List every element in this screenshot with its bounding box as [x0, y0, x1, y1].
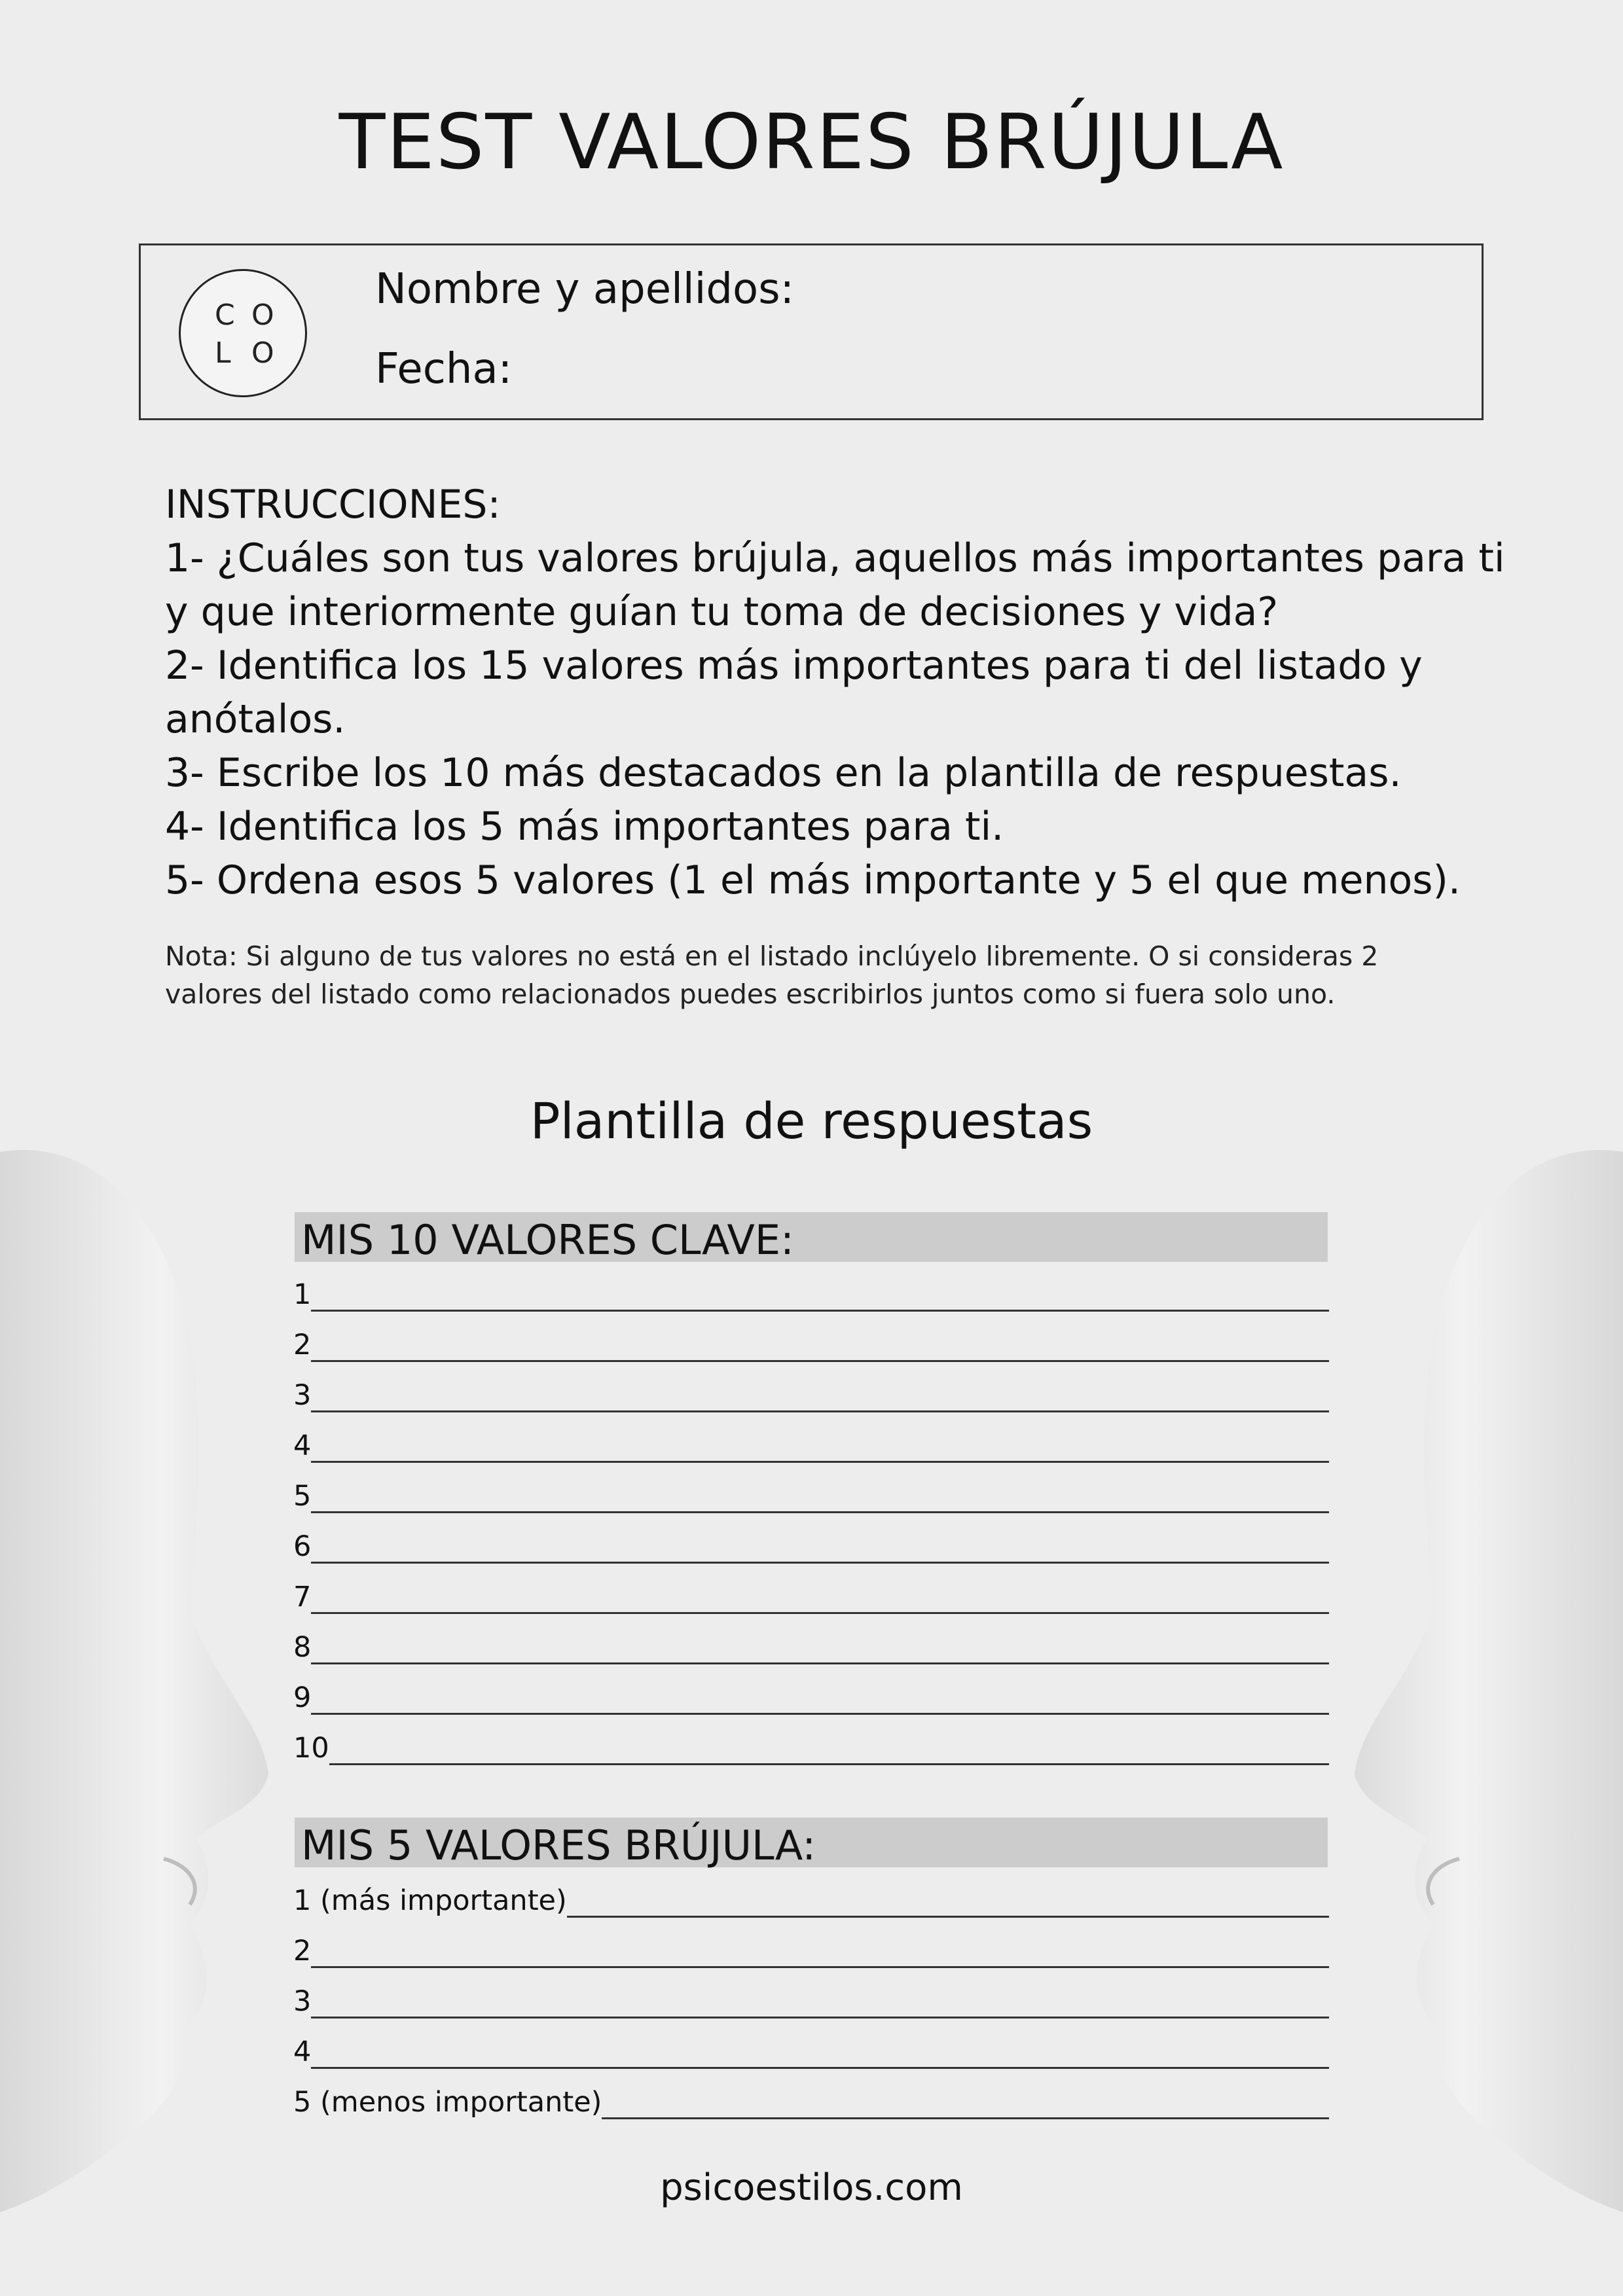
line-number: 1 — [293, 1278, 312, 1311]
top-five-heading-bar — [295, 1818, 1328, 1867]
line-number: 10 — [293, 1732, 329, 1765]
answer-line[interactable] — [293, 1424, 1329, 1463]
top-ten-heading-bar — [295, 1212, 1328, 1262]
logo-letter: L — [215, 336, 231, 370]
line-rule — [311, 1966, 1329, 1968]
page-title: TEST VALORES BRÚJULA — [338, 98, 1285, 187]
line-rule — [311, 1662, 1329, 1664]
line-number: 2 — [293, 1935, 312, 1967]
logo-letter: C — [215, 298, 235, 332]
line-number: 5 — [293, 1480, 312, 1513]
name-field-label: Nombre y apellidos: — [375, 265, 795, 314]
line-rule — [311, 2067, 1329, 2069]
student-info-box — [139, 243, 1484, 420]
line-rule — [602, 2117, 1329, 2119]
instruction-step: 1- ¿Cuáles son tus valores brújula, aquellos más importantes para ti y que interiormente guían tu toma de decisiones y vida? — [165, 535, 1505, 635]
line-rule — [311, 1562, 1329, 1564]
line-number: 4 — [293, 2036, 312, 2068]
left-face-image — [0, 1113, 275, 2225]
line-rule — [311, 1612, 1329, 1614]
top-ten-heading: MIS 10 VALORES CLAVE: — [301, 1216, 794, 1264]
line-rule — [311, 1360, 1329, 1362]
line-rule — [311, 1713, 1329, 1715]
answer-line[interactable] — [293, 1726, 1329, 1765]
line-number: 4 — [293, 1429, 312, 1462]
answer-line[interactable] — [293, 1929, 1329, 1968]
answer-sheet-title: Plantilla de respuestas — [530, 1092, 1093, 1150]
line-rule — [311, 1310, 1329, 1312]
answer-line[interactable] — [293, 1979, 1329, 2018]
instructions-block — [165, 478, 1514, 907]
top-five-heading: MIS 5 VALORES BRÚJULA: — [301, 1821, 816, 1869]
line-number: 9 — [293, 1681, 312, 1714]
line-rule — [311, 1461, 1329, 1463]
answer-line[interactable] — [293, 1625, 1329, 1664]
answer-line[interactable] — [293, 1575, 1329, 1614]
instruction-step: 2- Identifica los 15 valores más importantes para ti del listado y anótalos. — [165, 643, 1423, 742]
line-number: 7 — [293, 1581, 312, 1613]
answer-line[interactable] — [293, 1474, 1329, 1513]
answer-line[interactable] — [293, 2080, 1329, 2119]
line-rule — [329, 1763, 1329, 1765]
answer-line[interactable] — [293, 1676, 1329, 1715]
logo-letter: O — [251, 298, 274, 332]
line-rule — [567, 1916, 1329, 1918]
answer-line[interactable] — [293, 1524, 1329, 1564]
line-number: 6 — [293, 1530, 312, 1563]
line-rule — [311, 1511, 1329, 1513]
line-number: 3 — [293, 1985, 312, 2018]
date-field-label: Fecha: — [375, 345, 513, 393]
instruction-step: 3- Escribe los 10 más destacados en la plantilla de respuestas. — [165, 750, 1402, 796]
note-text: Nota: Si alguno de tus valores no está en el listado inclúyelo libremente. O si consideras 2 valores del listado como relacionados puedes escribirlos juntos como si fuera solo uno. — [165, 941, 1379, 1010]
line-rule — [311, 2017, 1329, 2018]
instructions-heading: INSTRUCCIONES: — [165, 482, 501, 528]
answer-line[interactable] — [293, 1272, 1329, 1312]
answer-line[interactable] — [293, 1323, 1329, 1362]
line-number: 3 — [293, 1379, 312, 1412]
footer-website: psicoestilos.com — [660, 2166, 963, 2209]
colo-logo — [179, 269, 307, 397]
right-face-image — [1348, 1113, 1623, 2225]
line-number: 8 — [293, 1631, 312, 1664]
line-rule — [311, 1410, 1329, 1412]
answer-line[interactable] — [293, 2030, 1329, 2069]
answer-line[interactable] — [293, 1878, 1329, 1918]
logo-letter: O — [251, 336, 274, 370]
answer-line[interactable] — [293, 1373, 1329, 1412]
line-number: 5 (menos importante) — [293, 2086, 602, 2119]
line-number: 1 (más importante) — [293, 1884, 567, 1917]
line-number: 2 — [293, 1329, 312, 1361]
instruction-step: 5- Ordena esos 5 valores (1 el más importante y 5 el que menos). — [165, 857, 1461, 903]
instruction-step: 4- Identifica los 5 más importantes para ti. — [165, 804, 1004, 850]
